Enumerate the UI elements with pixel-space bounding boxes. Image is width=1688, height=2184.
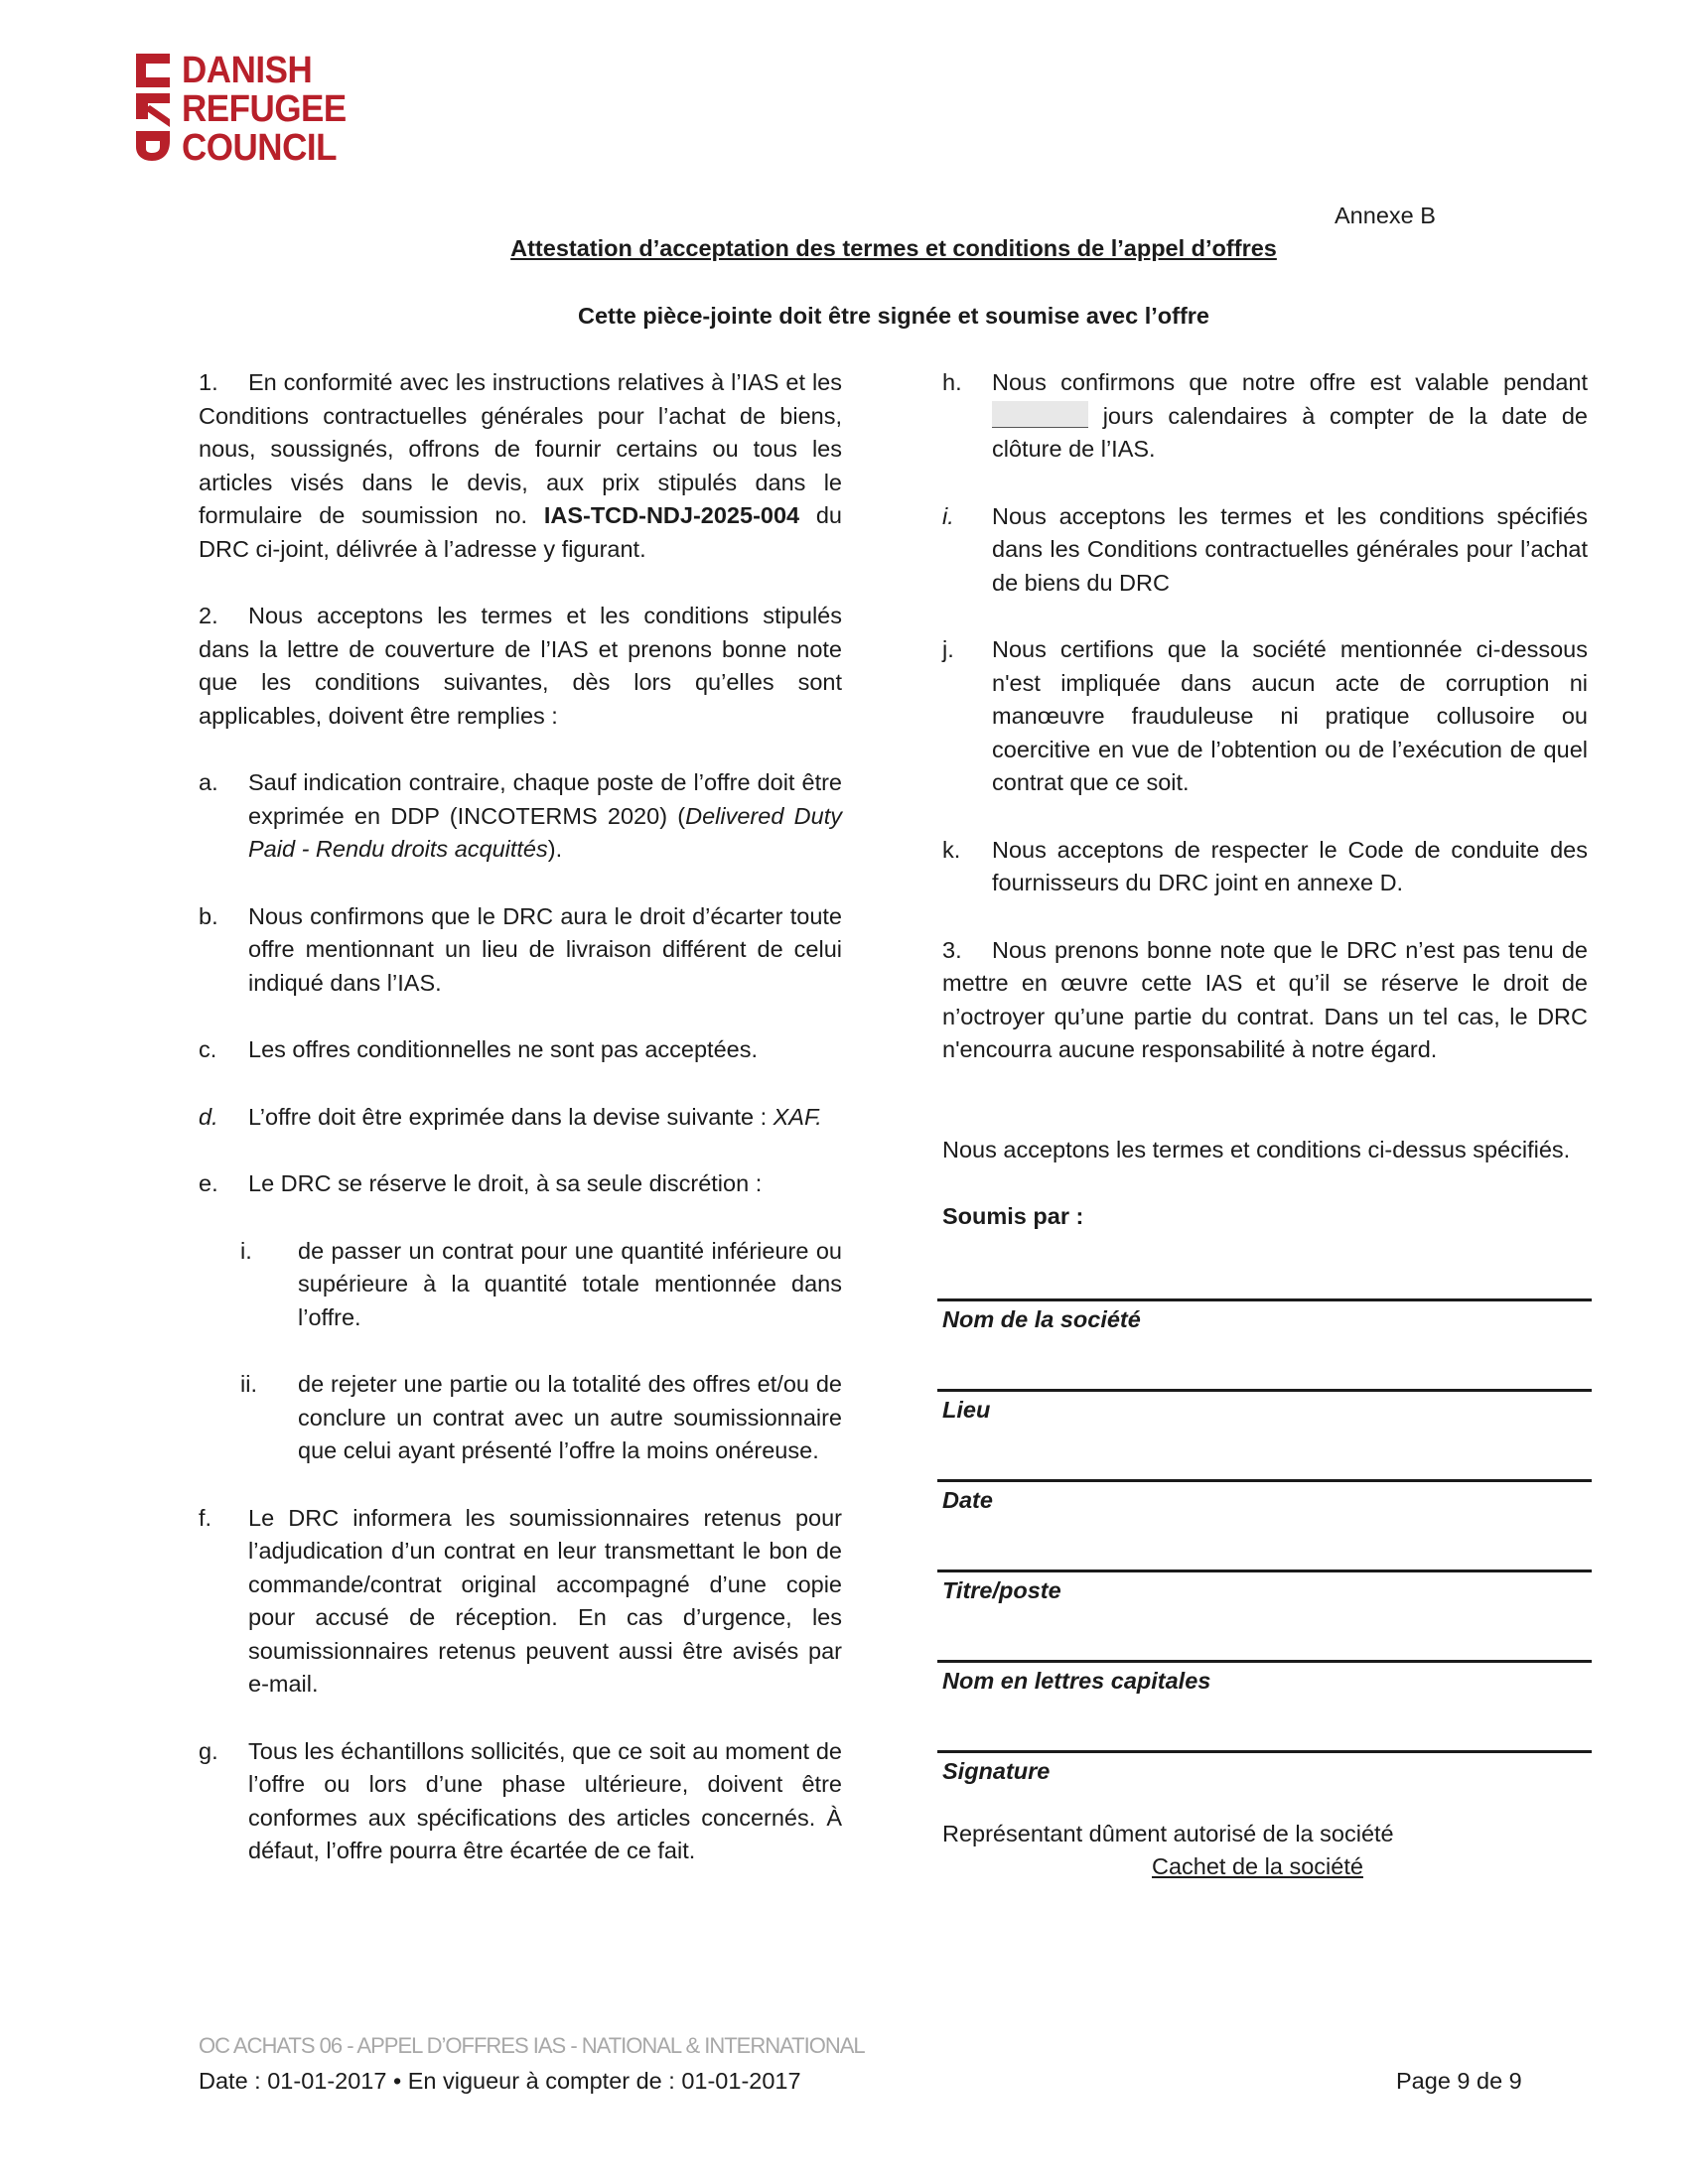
drc-logo-mark-icon [132,52,174,163]
annex-label: Annexe B [1335,203,1436,228]
condition-j [942,633,1588,800]
item-text: Nous confirmons que le DRC aura le droit d’écarter toute offre mentionnant un lieu de livraison différent de celui indiqué dans l’IAS. [248,902,842,996]
item-label: e. [199,1170,218,1196]
condition-e-i [199,1235,842,1335]
clause-text: Nous prenons bonne note que le DRC n’est pas tenu de mettre en œuvre cette IAS et qu’il se réserve le droit de n’octroyer qu’une partie du contrat. Dans un tel cas, le DRC n'encourra aucune responsabilité à notre égard. [942,936,1588,1062]
date-label: Date [942,1487,993,1513]
item-label: i. [942,502,954,529]
place-label: Lieu [942,1397,991,1423]
left-column [199,366,842,1902]
clause-text: En conformité avec les instructions relatives à l’IAS et les Conditions contractuelles générales pour l’achat de biens, nous, soussignés, offrons de fournir certains ou tous les articles visés dans le devis, aux prix stipulés dans le formulaire de soumission no. [199,369,842,528]
name-capitals-label: Nom en lettres capitales [942,1668,1211,1694]
item-label: a. [199,769,218,795]
condition-h [942,366,1588,467]
subitem-label: i. [240,1237,252,1264]
logo-line-danish: DANISH [182,50,313,91]
right-column [942,366,1588,1234]
logo-wordmark [182,52,347,168]
item-label: b. [199,902,218,929]
acceptance-statement: Nous acceptons les termes et conditions ci-dessus spécifiés. [942,1136,1571,1162]
clause-text: Nous acceptons les termes et les conditions stipulés dans la lettre de couverture de l’IAS et prenons bonne note que les conditions suivantes, dès lors qu’elles sont applicables, doivent être remplies : [199,603,842,729]
clause-number: 2. [199,603,218,628]
condition-e [199,1167,842,1201]
tender-reference: IAS-TCD-NDJ-2025-004 [543,502,800,528]
company-name-field[interactable] [937,1298,1592,1337]
logo-line-refugee: REFUGEE [182,88,347,130]
signature-label: Signature [942,1758,1051,1784]
submitted-by-label: Soumis par : [942,1203,1084,1229]
item-text: Nous acceptons les termes et les conditions spécifiés dans les Conditions contractuelles générales pour l’achat de biens du DRC [992,502,1588,596]
clause-1 [199,366,842,566]
item-text: Le DRC informera les soumissionnaires retenus pour l’adjudication d’un contrat en leur transmettant le bon de commande/contrat original accompagné d’une copie pour accusé de réception. En cas d’urgence, les soumissionnaires retenus peuvent aussi être avisés par e-mail. [248,1504,842,1697]
condition-k [942,834,1588,900]
subitem-text: de passer un contrat pour une quantité inférieure ou supérieure à la quantité totale mentionnée dans l’offre. [298,1237,842,1330]
condition-a [199,766,842,867]
item-label: d. [199,1103,218,1130]
item-text: jours calendaires à compter de la date de clôture de l’IAS. [992,402,1588,462]
item-label: f. [199,1504,212,1531]
item-label: g. [199,1737,218,1764]
item-text: Nous certifions que la société mentionnée ci-dessous n'est impliquée dans aucun acte de corruption ni manœuvre frauduleuse ni pratique collusoire ou coercitive en vue de l’obtention ou de l’exécution de quel contrat que ce soit. [992,636,1588,795]
signature-line [937,1660,1592,1663]
representative-note: Représentant dûment autorisé de la société [942,1821,1394,1846]
drc-logo [132,52,360,168]
item-text-italic: Delivered Duty Paid - Rendu droits acquittés [248,802,842,862]
clause-number: 3. [942,936,962,963]
signature-line [937,1750,1592,1753]
date-field[interactable] [937,1479,1592,1518]
condition-g [199,1735,842,1868]
item-label: k. [942,836,961,863]
condition-i [942,500,1588,601]
condition-e-ii [199,1368,842,1468]
condition-b [199,900,842,1001]
item-text: Sauf indication contraire, chaque poste de l’offre doit être exprimée en DDP (INCOTERMS 2020) ( [248,769,842,829]
clause-2 [199,600,842,733]
document-subtitle: Cette pièce-jointe doit être signée et soumise avec l’offre [578,303,1209,329]
footer-brand: OC ACHATS 06 - APPEL D’OFFRES IAS - NATIONAL & INTERNATIONAL [199,2033,865,2058]
signature-line [937,1389,1592,1392]
item-text: L’offre doit être exprimée dans la devise suivante : [248,1103,774,1130]
item-label: h. [942,369,962,395]
item-label: j. [942,636,954,662]
item-text: Le DRC se réserve le droit, à sa seule discrétion : [248,1170,763,1196]
condition-f [199,1502,842,1702]
signature-field[interactable] [937,1750,1592,1789]
clause-text: du DRC ci-joint, délivrée à l’adresse y figurant. [199,502,842,562]
signature-line [937,1479,1592,1482]
currency: XAF. [773,1103,822,1130]
name-capitals-field[interactable] [937,1660,1592,1699]
condition-d [199,1101,842,1135]
subitem-text: de rejeter une partie ou la totalité des offres et/ou de conclure un contrat avec un autre soumissionnaire que celui ayant présenté l’offre la moins onéreuse. [298,1371,842,1463]
item-text: Les offres conditionnelles ne sont pas acceptées. [248,1036,758,1062]
title-label: Titre/poste [942,1577,1061,1603]
validity-days-field[interactable] [992,401,1088,428]
item-text: Nous acceptons de respecter le Code de conduite des fournisseurs du DRC joint en annexe D. [992,836,1588,895]
company-stamp-label: Cachet de la société [1152,1853,1363,1879]
place-field[interactable] [937,1389,1592,1428]
item-label: c. [199,1036,217,1062]
clause-number: 1. [199,369,218,395]
signature-line [937,1298,1592,1301]
company-name-label: Nom de la société [942,1306,1141,1332]
signature-line [937,1570,1592,1572]
logo-line-council: COUNCIL [182,127,338,169]
item-text: ). [547,836,563,862]
clause-3 [942,934,1588,1067]
document-title: Attestation d’acceptation des termes et conditions de l’appel d’offres [510,235,1277,261]
page-number: Page 9 de 9 [1396,2068,1522,2094]
subitem-label: ii. [240,1371,257,1397]
item-text: Tous les échantillons sollicités, que ce soit au moment de l’offre ou lors d’une phase ultérieure, doivent être conformes aux spécifications des articles concernés. À défaut, l’offre pourra être écartée de ce fait. [248,1737,842,1863]
condition-c [199,1033,842,1067]
item-text: Nous confirmons que notre offre est valable pendant [992,369,1588,395]
footer-date: Date : 01-01-2017 • En vigueur à compter de : 01-01-2017 [199,2068,801,2094]
title-field[interactable] [937,1570,1592,1608]
